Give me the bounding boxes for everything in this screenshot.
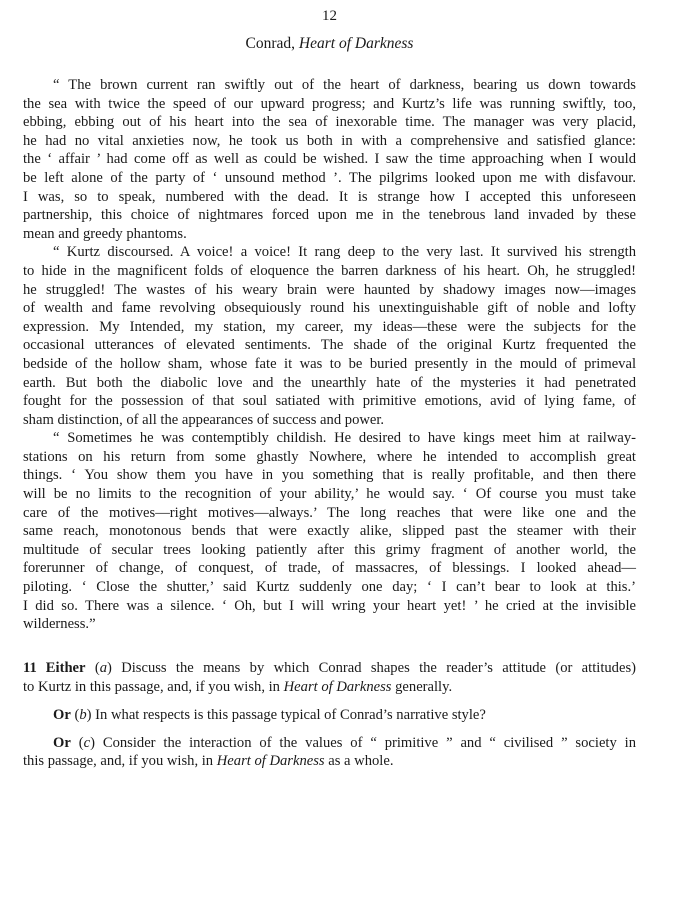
work-title: Heart of Darkness xyxy=(283,678,392,695)
passage-line: stations on his return from some ghastly Nowhere, where he intended to accomplish great xyxy=(23,448,636,465)
passage-line: fought for the possession of that soul satiated with primitive emotions, avid of lying fame, of xyxy=(23,393,636,410)
title-author: Conrad, xyxy=(245,35,299,52)
passage-line: ebbing, ebbing out of his heart into the sea of inexorable time. The manager was very placid, xyxy=(23,114,636,131)
passage-line: partnership, this choice of nightmares forced upon me in the tenebrous land invaded by these xyxy=(23,207,636,224)
option-text: this passage, and, if you wish, in xyxy=(23,753,217,770)
option-label: a xyxy=(99,660,108,676)
option-paren: ) xyxy=(107,660,112,676)
option-label: b xyxy=(79,706,87,723)
option-keyword: Or xyxy=(53,734,71,751)
option-label: c xyxy=(83,734,91,751)
page-title xyxy=(23,35,636,53)
passage-line: things. ‘ You show them you have in you something that is really profitable, and then there xyxy=(23,467,636,484)
option-text: generally. xyxy=(391,678,453,695)
option-paren: ( xyxy=(70,706,80,723)
option-text: Consider the interaction of the values of “ primitive ” and “ civilised ” society in xyxy=(94,734,637,751)
passage-line: earth. But both the diabolic love and the unearthly hate of the mysteries it had penetrated xyxy=(23,374,636,391)
passage-line: I was, so to speak, numbered with the dead. It is strange how I accepted this unforeseen xyxy=(23,188,636,205)
option-text: as a whole. xyxy=(324,753,394,770)
option-text: to Kurtz in this passage, and, if you wish, in xyxy=(23,678,284,695)
passage-paragraph-3 xyxy=(23,429,636,634)
passage-line: the sea with twice the speed of our upward progress; and Kurtz’s life was running swiftly, too, xyxy=(23,95,636,112)
question-option-c xyxy=(23,734,636,771)
passage-line: bedside of the hollow sham, whose fate it was to be buried presently in the mould of primeval xyxy=(23,355,636,372)
extract-passage xyxy=(23,76,636,634)
option-keyword: Either xyxy=(45,660,86,676)
work-title: Heart of Darkness xyxy=(216,753,325,770)
passage-line: forerunner of change, of conquest, of trade, of massacres, of blessings. I looked ahead— xyxy=(23,560,636,577)
option-text: Discuss the means by which Conrad shapes the reader’s attitude (or attitudes) xyxy=(111,660,636,676)
passage-line: multitude of secular trees looking patiently after this grimy fragment of another world, the xyxy=(23,541,636,558)
passage-line: I did so. There was a silence. ‘ Oh, but I will wring your heart yet! ’ he cried at the invisible xyxy=(23,597,636,614)
option-paren: ( xyxy=(70,734,84,751)
passage-line: occasional utterances of elevated sentiments. The shade of the original Kurtz frequented the xyxy=(23,337,636,354)
passage-line: mean and greedy phantoms. xyxy=(23,225,187,242)
passage-line: same reach, monotonous bends that were exactly alike, slipped past the steamer with their xyxy=(23,523,636,540)
passage-line: he struggled! The wastes of his weary brain were haunted by shadowy images now—images xyxy=(23,281,636,298)
passage-line: the ‘ affair ’ had come off as well as could be wished. I saw the time approaching when I would xyxy=(23,151,636,168)
passage-line: “ The brown current ran swiftly out of the heart of darkness, bearing us down towards xyxy=(53,77,636,93)
question-number: 11 xyxy=(23,660,37,676)
passage-line: expression. My Intended, my station, my career, my ideas—these were the subjects for the xyxy=(23,318,636,335)
passage-paragraph-1 xyxy=(23,76,636,243)
passage-line: wilderness.” xyxy=(23,616,96,633)
passage-line: care of the motives—right motives—always.’ The long reaches that were like one and the xyxy=(23,504,636,521)
option-paren: ) xyxy=(86,706,92,723)
passage-line: sham distinction, of all the appearances of success and power. xyxy=(23,411,385,428)
option-keyword: Or xyxy=(53,706,71,723)
passage-line: “ Sometimes he was contemptibly childish. He desired to have kings meet him at railway- xyxy=(53,430,636,447)
passage-line: will be no limits to the recognition of your ability,’ he would say. ‘ Of course you must take xyxy=(23,486,636,503)
passage-line: of wealth and fame revolving obsequiously round his unextinguishable gift of noble and lofty xyxy=(23,300,636,317)
option-paren: ( xyxy=(85,660,100,676)
title-work: Heart of Darkness xyxy=(298,35,414,52)
passage-line: to hide in the magnificent folds of eloquence the barren darkness of his heart. Oh, he struggled! xyxy=(23,262,636,279)
page-number: 12 xyxy=(322,8,337,24)
passage-line: be left alone of the party of ‘ unsound method ’. The pilgrims looked upon me with disfavour. xyxy=(23,169,636,186)
question-11 xyxy=(23,659,636,771)
option-text: In what respects is this passage typical of Conrad’s narrative style? xyxy=(91,706,486,723)
question-option-a xyxy=(23,659,636,696)
passage-line: piloting. ‘ Close the shutter,’ said Kurtz suddenly one day; ‘ I can’t bear to look at this.’ xyxy=(23,579,636,596)
question-option-b xyxy=(23,706,636,725)
passage-line: “ Kurtz discoursed. A voice! a voice! It rang deep to the very last. It survived his strength xyxy=(53,244,636,261)
passage-paragraph-2 xyxy=(23,243,636,429)
passage-line: he had no vital anxieties now, he took us both in with a comprehensive and satisfied glance: xyxy=(23,132,636,149)
option-paren: ) xyxy=(90,734,95,751)
